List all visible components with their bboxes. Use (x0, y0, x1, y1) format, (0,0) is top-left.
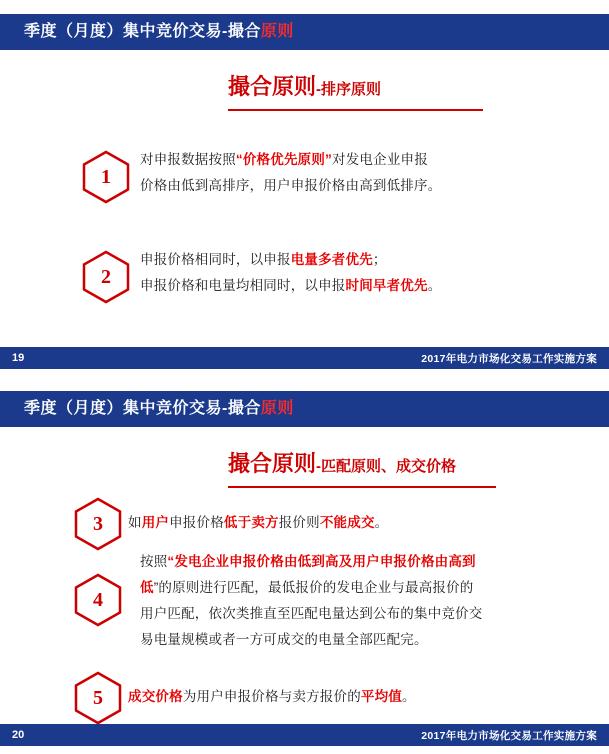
bullet-hexagon-2 (82, 250, 130, 304)
bullet-number: 3 (93, 512, 103, 535)
bullet-text-5 (128, 684, 578, 710)
text-line: 用户匹配，依次类推直至匹配电量达到公布的集中竞价交 (140, 606, 483, 621)
bullet-hexagon-1 (82, 150, 130, 204)
section-title-block (228, 72, 483, 111)
bullet-text-2 (140, 247, 570, 299)
text-line: 价格由低到高排序，用户申报价格由高到低排序。 (140, 178, 442, 193)
page-number: 20 (12, 729, 25, 741)
bullet-text-3 (128, 510, 578, 536)
bullet-hexagon-4 (74, 573, 122, 627)
text-line: 低”的原则进行匹配，最低报价的发电企业与最高报价的 (140, 580, 474, 595)
section-title-main: 撮合原则 (228, 451, 317, 476)
text-line: 成交价格为用户申报价格与卖方报价的平均值。 (128, 689, 416, 704)
section-title-sub: -匹配原则、成交价格 (316, 458, 457, 475)
slide-20 (0, 377, 609, 754)
section-underline (228, 486, 496, 488)
slide-header-bar (0, 391, 609, 427)
bullet-number: 4 (93, 588, 103, 611)
slide-header-title (0, 14, 294, 50)
footer-text: 2017年电力市场化交易工作实施方案 (421, 352, 597, 365)
slide-footer (0, 724, 609, 746)
page-number: 19 (12, 352, 25, 364)
text-line: 对申报数据按照“价格优先原则”对发电企业申报 (140, 152, 428, 167)
text-line: 按照“发电企业申报价格由低到高及用户申报价格由高到 (140, 554, 476, 569)
text-line: 申报价格相同时，以申报电量多者优先； (140, 252, 387, 267)
bullet-number: 2 (101, 265, 111, 288)
section-title-block (228, 449, 496, 488)
bullet-hexagon-3 (74, 497, 122, 551)
footer-text: 2017年电力市场化交易工作实施方案 (421, 729, 597, 742)
bullet-text-4 (140, 549, 590, 653)
section-title-sub: -排序原则 (316, 81, 382, 98)
slide-header-bar (0, 14, 609, 50)
section-title (228, 449, 496, 482)
header-title-highlight: 原则 (260, 23, 294, 40)
slide-header-title (0, 391, 294, 427)
bullet-number: 5 (93, 686, 103, 709)
section-title-main: 撮合原则 (228, 74, 317, 99)
text-line: 申报价格和电量均相同时，以申报时间早者优先。 (140, 278, 442, 293)
section-title (228, 72, 483, 105)
bullet-number: 1 (101, 165, 111, 188)
header-title-highlight: 原则 (260, 400, 294, 417)
bullet-text-1 (140, 147, 570, 199)
bullet-hexagon-5 (74, 671, 122, 725)
section-underline (228, 109, 483, 111)
header-title-text: 季度（月度）集中竞价交易-撮合 (24, 23, 261, 40)
text-line: 易电量规模或者一方可成交的电量全部匹配完。 (140, 632, 428, 647)
header-title-text: 季度（月度）集中竞价交易-撮合 (24, 400, 261, 417)
text-line: 如用户申报价格低于卖方报价则不能成交。 (128, 515, 389, 530)
slide-footer (0, 347, 609, 369)
